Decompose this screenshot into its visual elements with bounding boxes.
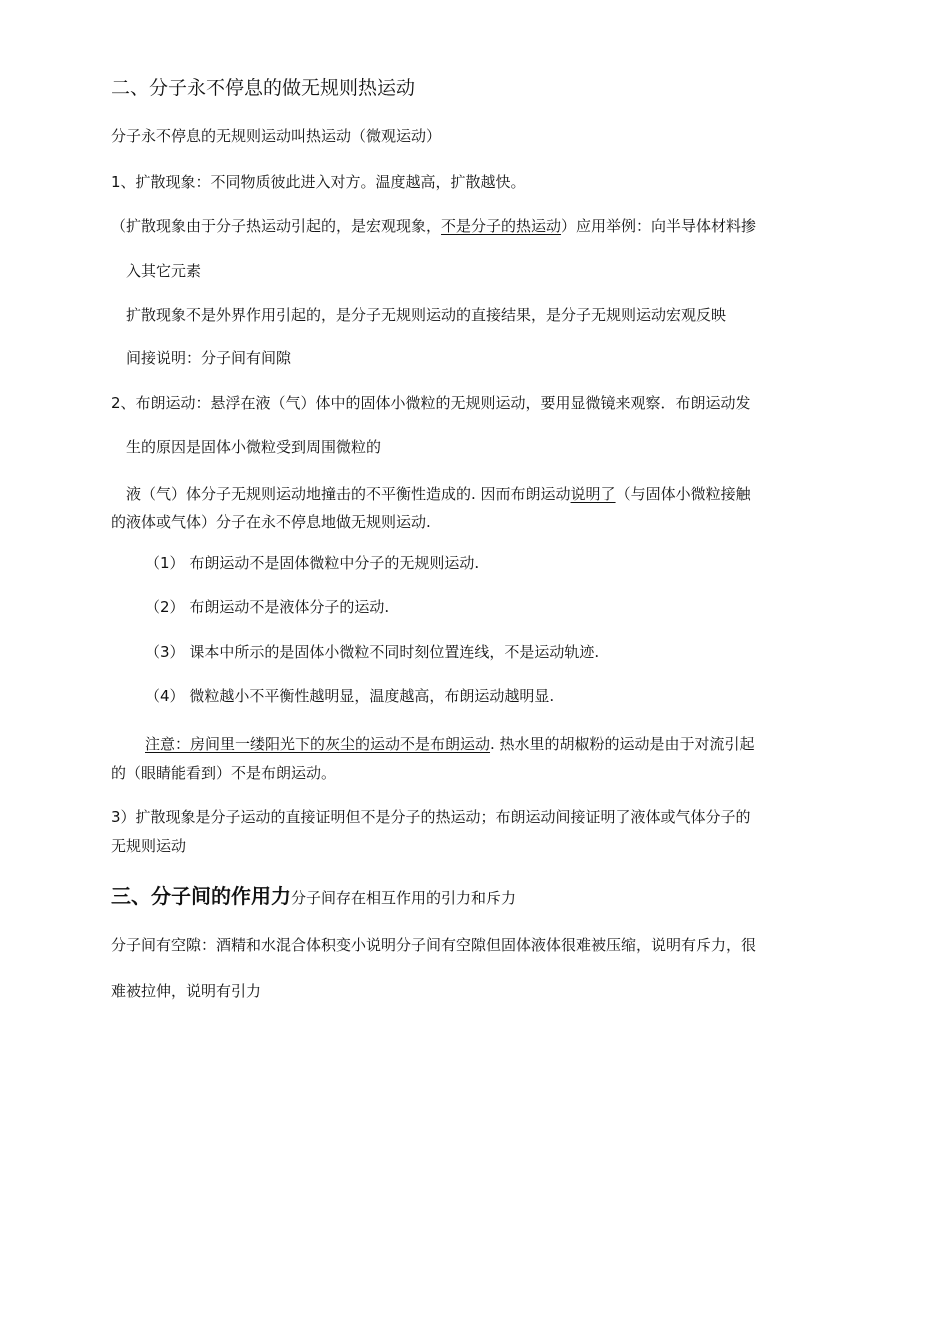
sub-item-text: 布朗运动不是固体微粒中分子的无规则运动. bbox=[189, 554, 480, 572]
diffusion-underlined: 不是分子的热运动 bbox=[441, 217, 562, 235]
diffusion-paragraph-cont: 入其它元素 bbox=[126, 262, 202, 280]
sub-item-number: （3） bbox=[145, 643, 185, 661]
gap-paragraph-line-2: 难被拉伸，说明有引力 bbox=[111, 982, 262, 1000]
sub-item-text: 课本中所示的是固体小微粒不同时刻位置连线，不是运动轨迹. bbox=[189, 643, 600, 661]
section-heading-3-title: 三、分子间的作用力 bbox=[111, 884, 291, 908]
brown-text-a: 液（气）体分子无规则运动地撞击的不平衡性造成的. 因而布朗运动 bbox=[126, 485, 571, 503]
brown-paragraph bbox=[126, 484, 751, 504]
item-2-number: 2 bbox=[111, 394, 121, 412]
section-heading-2: 二、分子永不停息的做无规则热运动 bbox=[111, 77, 416, 99]
sub-item-number: （4） bbox=[145, 687, 185, 705]
note-paragraph-cont: 的（眼睛能看到）不是布朗运动。 bbox=[111, 764, 337, 782]
sub-item-text: 布朗运动不是液体分子的运动. bbox=[189, 598, 390, 616]
item-3 bbox=[111, 807, 751, 827]
note-paragraph bbox=[145, 734, 755, 754]
note-underlined: 注意：房间里一缕阳光下的灰尘的运动不是布朗运动 bbox=[145, 735, 491, 753]
diffusion-paragraph-2: 扩散现象不是外界作用引起的，是分子无规则运动的直接结果，是分子无规则运动宏观反映 bbox=[126, 306, 727, 324]
intro-paragraph: 分子永不停息的无规则运动叫热运动（微观运动） bbox=[111, 127, 442, 145]
sub-item bbox=[145, 553, 479, 573]
item-3-number: 3 bbox=[111, 808, 121, 826]
sub-item-text: 微粒越小不平衡性越明显，温度越高，布朗运动越明显. bbox=[189, 687, 555, 705]
brown-paragraph-cont: 的液体或气体）分子在永不停息地做无规则运动. bbox=[111, 513, 431, 531]
sub-item-number: （1） bbox=[145, 554, 185, 572]
diffusion-text-b: ）应用举例：向半导体材料掺 bbox=[561, 217, 757, 235]
brown-text-b: （与固体小微粒接触 bbox=[615, 485, 751, 503]
section-heading-3-rest: 分子间存在相互作用的引力和斥力 bbox=[291, 889, 517, 907]
item-2-text: 、布朗运动：悬浮在液（气）体中的固体小微粒的无规则运动，要用显微镜来观察．布朗运动发 bbox=[120, 394, 751, 412]
item-1-text: 、扩散现象：不同物质彼此进入对方。温度越高，扩散越快。 bbox=[120, 173, 526, 191]
sub-item bbox=[145, 642, 599, 662]
gap-paragraph-line-1: 分子间有空隙：酒精和水混合体积变小说明分子间有空隙但固体液体很难被压缩，说明有斥力，很 bbox=[111, 936, 757, 954]
brown-underlined: 说明了 bbox=[570, 485, 616, 503]
item-2 bbox=[111, 393, 751, 413]
diffusion-text-a: （扩散现象由于分子热运动引起的，是宏观现象， bbox=[111, 217, 442, 235]
sub-item bbox=[145, 686, 554, 706]
sub-item-number: （2） bbox=[145, 598, 185, 616]
note-text-b: . 热水里的胡椒粉的运动是由于对流引起 bbox=[490, 735, 755, 753]
item-1 bbox=[111, 172, 526, 192]
section-heading-3 bbox=[111, 883, 516, 909]
diffusion-paragraph bbox=[111, 216, 756, 236]
item-3-text: ）扩散现象是分子运动的直接证明但不是分子的热运动；布朗运动间接证明了液体或气体分子的 bbox=[120, 808, 751, 826]
item-1-number: 1 bbox=[111, 173, 121, 191]
sub-item bbox=[145, 597, 389, 617]
item-2-cont: 生的原因是固体小微粒受到周围微粒的 bbox=[126, 438, 382, 456]
diffusion-paragraph-3: 间接说明：分子间有间隙 bbox=[126, 349, 292, 367]
item-3-cont: 无规则运动 bbox=[111, 837, 187, 855]
